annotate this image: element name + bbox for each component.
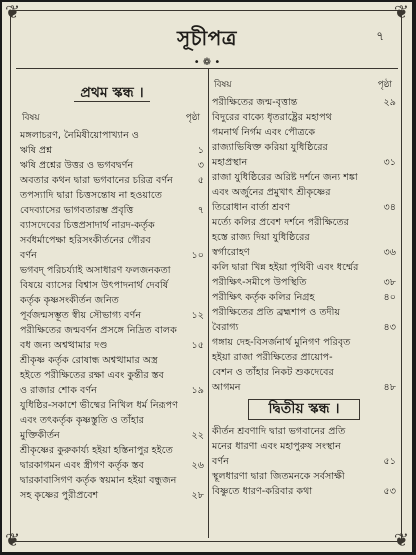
- toc-entry-page: ১৯: [191, 385, 204, 396]
- toc-entry-text: মঙ্গলাচরণ, নৈমিষীয়োপাখ্যান ও ঋষি প্রশ্ন: [20, 130, 139, 156]
- left-col-subject: বিষয়: [22, 113, 40, 123]
- toc-entry-text: গঙ্গায় দেহ-বিসর্জনার্থ মুনিগণ পরিবৃত হইয়া রাজা পরীক্ষিতের প্রায়োপ- বেশন ও তাঁহার নিকট শুকদেবের আগমন: [212, 337, 351, 393]
- page-number: ৭: [376, 29, 384, 43]
- toc-entry: [212, 260, 396, 290]
- header-rule: [16, 68, 398, 69]
- toc-entry: [20, 188, 204, 218]
- toc-entry-text: দ্বারকাবাসিগণ কর্তৃক স্বয়মান হইয়া বন্ধুজন সহ কৃষ্ণের পুরীপ্রবেশ: [20, 475, 177, 501]
- toc-entry-text: কলি দ্বারা খিন্ন হইয়া পৃথিবী এবং ধর্ম্মের পরীক্ষিৎ-সমীপে উপস্থিতি: [212, 262, 359, 288]
- corner-ornament-top-right: ❦: [393, 2, 409, 23]
- toc-entry-page: ৫৩: [383, 486, 396, 497]
- toc-entry-text: পরীক্ষিৎ কর্তৃক কলির নিগ্রহ: [212, 292, 315, 303]
- toc-entry-page: ৭: [197, 205, 204, 216]
- toc-entry-page: ২৬: [191, 460, 204, 471]
- toc-entry: [212, 110, 396, 170]
- toc-entry-page: ৪৮: [383, 382, 396, 393]
- toc-entry: [212, 290, 396, 305]
- toc-entry-text: যুধিষ্ঠির-সকাশে ভীষ্মের নিখিল ধর্ম নিরূপণ এবং তৎকর্তৃক কৃষ্ণস্তুতি ও তাঁহার মুক্তিকীর্তন: [20, 400, 178, 441]
- right-entry-list-2: [212, 424, 396, 499]
- toc-entry-page: ৩: [197, 160, 204, 171]
- section-title-second: দ্বিতীয় স্কন্ধ ।: [248, 399, 360, 420]
- corner-ornament-top-left: ❦: [5, 2, 21, 23]
- toc-entry-page: ১৫: [191, 340, 204, 351]
- toc-entry: [20, 173, 204, 188]
- toc-entry: [20, 323, 204, 353]
- section-title-first-label: প্রথম স্কন্ধ ।: [74, 85, 149, 102]
- toc-entry: [212, 424, 396, 469]
- toc-entry-text: শ্রীকৃষ্ণের কুরুকার্য্য হইয়া হস্তিনাপুর হইতে দ্বারকাগমন এবং স্ত্রীগণ কর্তৃক স্তব: [20, 445, 173, 471]
- right-column-header: [212, 78, 396, 93]
- page-title: সূচীপত্র: [177, 26, 237, 50]
- toc-entry-text: বিদুরের বাক্যে ধৃতরাষ্ট্রের মহাপথ গমনার্থ নির্গম এবং পৌত্রকে রাজ্যাভিষিক্ত করিয়া যুধিষ্ঠিরের মহাপ্রস্থান: [212, 112, 332, 168]
- left-col-page: পৃষ্ঠা: [185, 113, 200, 123]
- toc-entry-page: ৫১: [383, 456, 396, 467]
- toc-entry-page: ৪৩: [383, 322, 396, 333]
- column-divider: [208, 68, 209, 538]
- toc-entry: [20, 263, 204, 323]
- toc-entry: [212, 335, 396, 395]
- toc-entry-page: ২২: [191, 430, 204, 441]
- toc-entry-text: ব্যাসদেবের চিত্তপ্রসাদার্থ নারদ-কর্তৃক সর্বধর্মাপেক্ষা হরিসংকীর্তনের গৌরব বর্ণন: [20, 220, 155, 261]
- toc-entry: [20, 473, 204, 503]
- toc-entry-text: কীর্তন শ্রবণাদি দ্বারা ভগবানের প্রতি মনের ধারণা এবং মহাপুরুষ সংস্থান বর্ণন: [212, 426, 346, 467]
- toc-entry: [212, 215, 396, 260]
- right-column: [212, 78, 396, 499]
- toc-entry-page: ৪০: [383, 292, 396, 303]
- toc-entry-page: ৩৬: [383, 247, 396, 258]
- toc-entry-page: ১২: [191, 310, 204, 321]
- toc-entry-text: পরীক্ষিতের জন্ম-বৃত্তান্ত: [212, 97, 298, 108]
- toc-entry: [20, 218, 204, 263]
- toc-entry: [212, 95, 396, 110]
- toc-entry-text: অবতার কথন দ্বারা ভগবানের চরিত্র বর্ণন: [20, 175, 173, 186]
- toc-entry-text: ভগবদ্ পরিচর্য্যাই অসাধারণ ফলজনকতা বিষয়ে ব্যাসের বিশ্বাস উৎপাদনার্থ দেবর্ষি কর্তৃক কৃষ্ণসংকীর্তন জনিত পূর্বজন্মসম্ভূত স্বীয় সৌভাগ্য বর্ণন: [20, 265, 171, 321]
- toc-entry-page: ৩৪: [383, 202, 396, 213]
- toc-entry-page: ১০: [191, 250, 204, 261]
- toc-entry: [20, 443, 204, 473]
- toc-entry-page: ৩৮: [383, 277, 396, 288]
- toc-entry: [20, 158, 204, 173]
- toc-entry-text: রাজা যুধিষ্ঠিরের অরিষ্ট দর্শনে জন্য শঙ্কা এবং অর্জুনের প্রমুখাৎ শ্রীকৃষ্ণের তিরোধান বার্তা শ্রবণ: [212, 172, 358, 213]
- toc-entry: [20, 353, 204, 398]
- toc-entry-page: ২৯: [383, 97, 396, 108]
- toc-entry: [212, 305, 396, 335]
- toc-entry-text: পরীক্ষিতের জন্মবর্ণন প্রসঙ্গে নিদ্রিত বালক বধ জন্য অশ্বত্থামার দণ্ড: [20, 325, 177, 351]
- title-ornament: • ❁ •: [193, 57, 221, 68]
- toc-entry: [20, 398, 204, 443]
- toc-entry-page: ১: [197, 145, 204, 156]
- toc-entry: [20, 128, 204, 158]
- section-title-first: [20, 86, 204, 103]
- toc-entry: [212, 469, 396, 499]
- toc-entry-text: পরীক্ষিতের প্রতি ব্রহ্মশাপ ও তদীয় বৈরাগ্য: [212, 307, 340, 333]
- toc-entry: [212, 170, 396, 215]
- book-page: [2, 2, 412, 552]
- toc-entry-page: ৩১: [383, 157, 396, 168]
- left-column-header: [20, 111, 204, 126]
- right-entry-list: [212, 95, 396, 395]
- toc-entry-text: স্থূলধারণা দ্বারা জিতমনকে সর্বসাক্ষী বিষ্ণুতে ধারণ-করিবার কথা: [212, 471, 345, 497]
- left-entry-list: [20, 128, 204, 503]
- toc-entry-page: ২৮: [191, 490, 204, 501]
- toc-entry-text: তপস্যাদি দ্বারা চিত্তসন্তোষ না হওয়াতে বেদব্যাসের ভাগবতারম্ভ প্রবৃত্তি: [20, 190, 162, 216]
- corner-ornament-bottom-right: ❦: [393, 530, 409, 551]
- toc-entry-text: ঋষি প্রশ্নের উত্তর ও ভগবদ্বর্ণন: [20, 160, 134, 171]
- left-column: [20, 86, 204, 503]
- right-col-subject: বিষয়: [214, 80, 232, 90]
- toc-entry-page: ৫: [197, 175, 204, 186]
- toc-entry-text: মর্ত্যে কলির প্রবেশ দর্শনে পরীক্ষিতের হস্তে রাজ্য দিয়া যুধিষ্ঠিরের স্বর্গারোহণ: [212, 217, 349, 258]
- right-col-page: পৃষ্ঠা: [377, 80, 392, 90]
- corner-ornament-bottom-left: ❦: [5, 530, 21, 551]
- toc-entry-text: শ্রীকৃষ্ণ কর্তৃক রোষান্ধ অশ্বত্থামার অস্ত্র হইতে পরীক্ষিতের রক্ষা এবং কুন্তীর স্তব ও রাজার শোক বর্ণন: [20, 355, 164, 396]
